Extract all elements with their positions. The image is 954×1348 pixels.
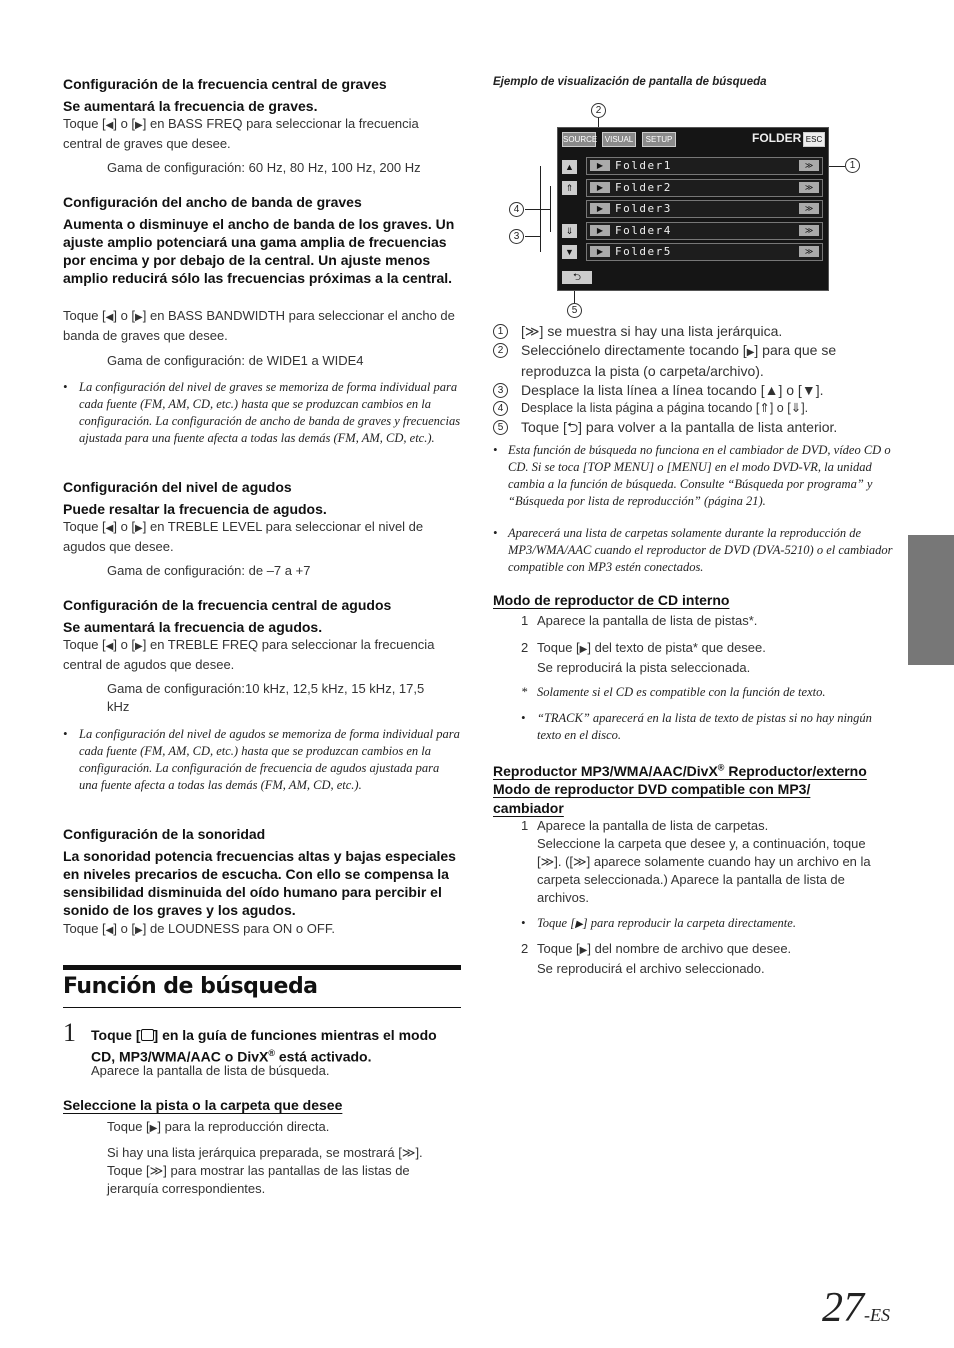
bass-note: • La configuración del nivel de graves se memoriza de forma individual para cada fuente (FM, AM, CD, etc.) hasta que se produzcan cambios en la configuración. La configuración de ancho de banda de graves y frecuencias ajustada para una fuente afecta a todas las demás (FM, AM, CD, etc.). <box>63 380 461 445</box>
play-icon: ▶ <box>590 225 610 236</box>
bass-bandwidth-subheading: Aumenta o disminuye el ancho de banda de los graves. Un ajuste amplio potenciará una gama amplia de frecuencias por encima y por debajo de la central. Un ajuste menos amplio reducirá sólo las frecuencias próximas a la central. <box>63 216 455 286</box>
mp3-mode-heading: Reproductor MP3/WMA/AAC/DivX® Reproductor/externo Modo de reproductor DVD compatible con MP3/ cambiador <box>493 762 867 816</box>
callout-4-line <box>525 209 550 210</box>
section-title: Función de búsqueda <box>63 965 461 1008</box>
more-icon: ≫ <box>799 225 819 236</box>
folder-row: ▶ Folder1 ≫ <box>586 157 823 175</box>
select-direct: Toque [▶ ] para la reproducción directa. <box>107 1118 461 1138</box>
select-track-heading: Seleccione la pista o la carpeta que desee <box>63 1097 343 1113</box>
callout-3: 3 <box>509 229 524 244</box>
search-list-icon <box>141 1029 154 1041</box>
right-arrow-icon <box>135 116 143 131</box>
bass-freq-body: Toque [◀ ] o [▶ ] en BASS FREQ para seleccionar la frecuencia central de graves que desee. <box>63 115 461 153</box>
more-icon: ≫ <box>401 1145 416 1160</box>
page-number: 27-ES <box>822 1285 890 1331</box>
more-icon: ≫ <box>799 182 819 193</box>
treble-level-subheading: Puede resaltar la frecuencia de agudos. <box>63 501 327 517</box>
callout-4: 4 <box>509 202 524 217</box>
legend-item-4: 4 Desplace la lista página a página tocando [⇑] o [⇓]. <box>493 399 893 418</box>
back-icon: ⮌ <box>562 271 592 284</box>
scroll-down-icon: ▼ <box>562 245 577 259</box>
more-icon: ≫ <box>573 854 587 869</box>
loudness-body: Toque [◀ ] o [▶ ] de LOUDNESS para ON o OFF. <box>63 920 461 940</box>
search-note-1: • Esta función de búsqueda no funciona en el cambiador de DVD, vídeo CD o CD. Si se toca [TOP MENU] o [MENU] en el modo DVD-VR, la unidad cambia a la función de búsqueda. Consulte “Búsqueda por programa” y “Búsqueda por lista de reproducción” (página 21). <box>493 443 891 508</box>
play-icon <box>575 916 583 930</box>
step-number: 1 <box>63 1018 76 1047</box>
legend <box>493 322 893 436</box>
legend-item-3: 3 Desplace la lista línea a línea tocando [▲] o [▼]. <box>493 381 893 400</box>
more-icon: ≫ <box>799 160 819 171</box>
legend-item-5: 5 Toque [⮌] para volver a la pantalla de lista anterior. <box>493 418 893 437</box>
search-note-2: • Aparecerá una lista de carpetas solamente durante la reproducción de MP3/WMA/AAC cuando el reproductor de DVD (DVA-5210) o el cambiador compatible con MP3 estén conectados. <box>493 526 893 574</box>
treble-freq-body: Toque [◀ ] o [▶ ] en TREBLE FREQ para seleccionar la frecuencia central de agudos que desee. <box>63 636 461 674</box>
figure-caption: Ejemplo de visualización de pantalla de búsqueda <box>493 76 767 88</box>
more-icon: ≫ <box>799 203 819 214</box>
step1-instruction: Toque [ ] en la guía de funciones mientras el modo CD, MP3/WMA/AAC o DivX® está activado. <box>91 1027 437 1065</box>
legend-item-2: 2 Selecciónelo directamente tocando [▶ ] para que se reproduzca la pista (o carpeta/archivo). <box>493 341 893 381</box>
cd-note: • “TRACK” aparecerá en la lista de texto de pistas si no hay ningún texto en el disco. <box>521 711 872 742</box>
up-arrow-icon: ▲ <box>764 381 779 398</box>
more-icon: ≫ <box>524 323 540 339</box>
search-screen-example <box>557 127 829 291</box>
callout-3-line <box>525 236 540 237</box>
more-icon: ≫ <box>540 854 555 869</box>
callout-3-bracket <box>540 166 541 252</box>
folder-row: ▶ Folder2 ≫ <box>586 179 823 197</box>
select-hierarchy: Si hay una lista jerárquica preparada, se mostrará [≫]. Toque [≫] para mostrar las pantallas de las listas de jerarquía correspondientes. <box>107 1145 423 1196</box>
callout-1: 1 <box>845 158 860 173</box>
cd-mode-heading: Modo de reproductor de CD interno <box>493 592 730 608</box>
play-icon: ▶ <box>590 160 610 171</box>
cd-footnote: * Solamente si el CD es compatible con la función de texto. <box>521 685 826 699</box>
treble-freq-range: Gama de configuración:10 kHz, 12,5 kHz, 15 kHz, 17,5 kHz <box>107 681 425 714</box>
cd-step-1: 1 Aparece la pantalla de lista de pistas*. <box>521 613 758 628</box>
legend-item-1: 1 [≫] se muestra si hay una lista jerárquica. <box>493 322 893 341</box>
mp3-note: • Toque [▶ ] para reproducir la carpeta directamente. <box>521 915 893 933</box>
bass-bandwidth-body: Toque [◀ ] o [▶ ] en BASS BANDWIDTH para seleccionar el ancho de banda de graves que desee. <box>63 307 461 345</box>
loudness-subheading: La sonoridad potencia frecuencias altas y bajas especiales en niveles precarios de escucha. Con ello se compensa la sensibilidad disminuida del oído humano para percibir el sonido de los graves y los agudos. <box>63 848 456 918</box>
treble-freq-subheading: Se aumentará la frecuencia de agudos. <box>63 619 323 635</box>
right-arrow-icon <box>135 921 143 936</box>
play-icon: ▶ <box>590 246 610 257</box>
treble-level-body: Toque [◀ ] o [▶ ] en TREBLE LEVEL para seleccionar el nivel de agudos que desee. <box>63 518 461 556</box>
side-tab-marker <box>908 535 954 665</box>
back-icon: ⮌ <box>566 418 579 435</box>
esc-button: ESC <box>803 132 825 147</box>
treble-note: • La configuración del nivel de agudos se memoriza de forma individual para cada fuente (FM, AM, CD, etc.) hasta que se produzcan cambios en la configuración. La configuración de frecuencia de agudos ajustada para una fuente afecta a todas las demás (FM, AM, CD, etc.). <box>63 727 460 792</box>
more-icon: ≫ <box>799 246 819 257</box>
play-icon: ▶ <box>590 182 610 193</box>
more-icon: ≫ <box>149 1163 164 1178</box>
down-arrow-icon: ▼ <box>801 381 816 398</box>
treble-level-heading: Configuración del nivel de agudos <box>63 479 292 495</box>
mp3-step-2: 2 Toque [▶ ] del nombre de archivo que desee. Se reproducirá el archivo seleccionado. <box>521 940 893 978</box>
visual-button: VISUAL <box>602 132 636 147</box>
page-down-icon: ⇓ <box>562 224 577 238</box>
callout-5: 5 <box>567 303 582 318</box>
page-down-icon: ⇓ <box>790 401 802 415</box>
right-arrow-icon <box>135 308 143 323</box>
bass-freq-subheading: Se aumentará la frecuencia de graves. <box>63 98 318 114</box>
page-up-icon: ⇑ <box>562 181 577 195</box>
right-arrow-icon <box>135 519 143 534</box>
bass-freq-range: Gama de configuración: 60 Hz, 80 Hz, 100 Hz, 200 Hz <box>107 160 421 175</box>
bass-bandwidth-heading: Configuración del ancho de banda de graves <box>63 194 362 210</box>
folder-row: ▶ Folder4 ≫ <box>586 222 823 240</box>
right-arrow-icon <box>135 637 143 652</box>
source-button: SOURCE <box>562 132 596 147</box>
step1-body: Aparece la pantalla de lista de búsqueda. <box>91 1063 330 1078</box>
folder-label: FOLDER <box>752 131 802 145</box>
cd-step-2: 2 Toque [▶ ] del texto de pista* que desee. Se reproducirá la pista seleccionada. <box>521 639 893 677</box>
folder-row: ▶ Folder3 ≫ <box>586 200 823 218</box>
page-up-icon: ⇑ <box>759 401 770 415</box>
treble-level-range: Gama de configuración: de –7 a +7 <box>107 563 311 578</box>
setup-button: SETUP <box>642 132 676 147</box>
treble-freq-heading: Configuración de la frecuencia central de agudos <box>63 597 392 613</box>
mp3-step-1: 1 Aparece la pantalla de lista de carpetas. Seleccione la carpeta que desee y, a continuación, toque [≫]. ([≫] aparece solamente cuando hay un archivo en la carpeta seleccionada.) Aparece la pantalla de lista de archivos. <box>521 818 871 905</box>
scroll-up-icon: ▲ <box>562 160 577 174</box>
folder-row: ▶ Folder5 ≫ <box>586 243 823 261</box>
loudness-heading: Configuración de la sonoridad <box>63 826 266 842</box>
bass-bandwidth-range: Gama de configuración: de WIDE1 a WIDE4 <box>107 353 364 368</box>
play-icon: ▶ <box>590 203 610 214</box>
callout-4-bracket <box>550 186 551 232</box>
bass-freq-heading: Configuración de la frecuencia central de graves <box>63 76 387 92</box>
callout-2: 2 <box>591 103 606 118</box>
